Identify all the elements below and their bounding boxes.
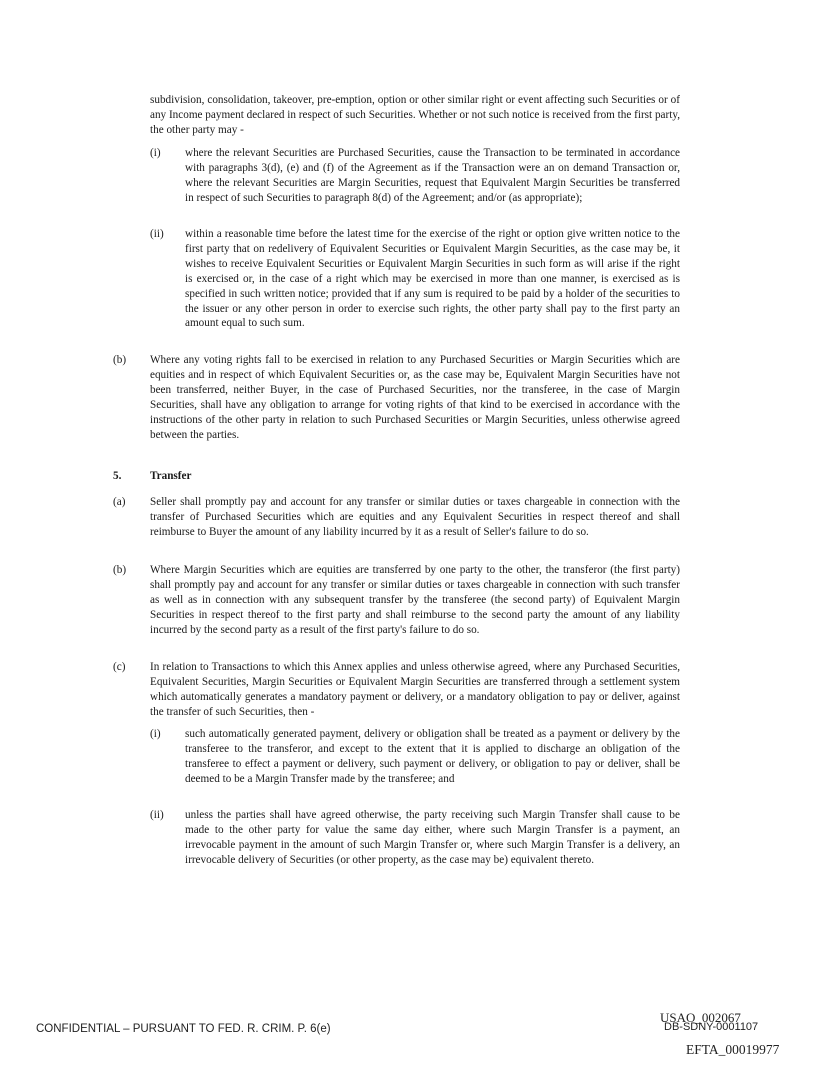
intro-item-ii	[150, 227, 680, 331]
section-title: Transfer	[150, 470, 192, 482]
intro-text: subdivision, consolidation, takeover, pre-emption, option or other similar right or event affecting such Securities or of any Income payment declared in respect of such Securities. Whether or not such notice is received from the first party, the other party may -	[150, 94, 680, 136]
item-text: such automatically generated payment, delivery or obligation shall be treated as a payment or delivery by the transferee to the transferor, and except to the extent that it is applied to discharge an obligation of the transferee to effect a payment or delivery, such payment or delivery, or obligation to pay or deliver, shall be deemed to be a Margin Transfer made by the transferee; and	[185, 728, 680, 785]
paragraph-label: (a)	[113, 496, 126, 508]
section-5-c-i	[150, 727, 680, 787]
section-5-b	[113, 563, 680, 638]
item-text: unless the parties shall have agreed otherwise, the party receiving such Margin Transfer shall cause to be made to the other party for value the same day either, where such Margin Transfer is a payment, an irrevocable payment in the amount of such Margin Transfer or, where such Margin Transfer is a delivery, an irrevocable delivery of Securities (or other property, as the case may be) equivalent thereto.	[185, 809, 680, 866]
paragraph-text: In relation to Transactions to which this Annex applies and unless otherwise agreed, where any Purchased Securities, Equivalent Securities, Margin Securities or Equivalent Margin Securities are transferred through a settlement system which automatically generates a mandatory payment or delivery, or a mandatory obligation to pay or deliver, against the transfer of such Securities, then -	[150, 661, 680, 718]
section-5-c	[113, 660, 680, 720]
confidential-footer: CONFIDENTIAL – PURSUANT TO FED. R. CRIM. P. 6(e)	[36, 1023, 331, 1035]
paragraph-text: Seller shall promptly pay and account for any transfer or similar duties or taxes chargeable in connection with the transfer of Purchased Securities which are equities and any Equivalent Securities in respect thereof and shall reimburse to Buyer the amount of any liability incurred by it as a result of Seller's failure to do so.	[150, 496, 680, 538]
section-5-a	[113, 495, 680, 540]
paragraph-label: (b)	[113, 564, 127, 576]
section-number: 5.	[113, 470, 122, 482]
item-text: within a reasonable time before the latest time for the exercise of the right or option give written notice to the first party that on redelivery of Equivalent Securities or Equivalent Margin Securities, as the case may be, it wishes to receive Equivalent Securities or Equivalent Margin Securities in such form as will arise if the right is exercised or, in the case of a right which may be exercised in more than one manner, is exercised as is specified in such written notice; provided that if any sum is required to be paid by a holder of the securities to the issuer or any other person in order to exercise such rights, the other party shall pay to the first party an amount equal to such sum.	[185, 228, 680, 330]
paragraph-text: Where any voting rights fall to be exercised in relation to any Purchased Securities or Margin Securities which are equities and in respect of which Equivalent Securities or, as the case may be, Equivalent Margin Securities have not been transferred, neither Buyer, in the case of Purchased Securities, nor the transferee, in the case of Margin Securities, shall have any obligation to arrange for voting rights of that kind to be exercised in accordance with the instructions of the other party in relation to such Purchased Securities or Margin Securities, unless otherwise agreed between the parties.	[150, 354, 680, 441]
paragraph-b-voting	[113, 353, 680, 442]
item-label: (ii)	[150, 809, 164, 821]
paragraph-label: (b)	[113, 354, 127, 366]
item-label: (i)	[150, 728, 161, 740]
item-label: (ii)	[150, 228, 164, 240]
intro-paragraph	[150, 93, 680, 138]
efta-stamp: EFTA_00019977	[686, 1042, 780, 1057]
intro-item-i	[150, 146, 680, 206]
paragraph-label: (c)	[113, 661, 126, 673]
item-text: where the relevant Securities are Purchased Securities, cause the Transaction to be terminated in accordance with paragraphs 3(d), (e) and (f) of the Agreement as if the Transaction were an on demand Transaction or, where the relevant Securities are Margin Securities, request that Equivalent Margin Securities be transferred in respect of such Securities to paragraph 8(d) of the Agreement; and/or (as appropriate);	[185, 147, 680, 204]
item-label: (i)	[150, 147, 161, 159]
usao-stamp: USAO_002067	[660, 1010, 741, 1025]
section-5-c-ii	[150, 808, 680, 868]
paragraph-text: Where Margin Securities which are equities are transferred by one party to the other, the transferor (the first party) shall promptly pay and account for any transfer or similar duties or taxes chargeable in connection with such transfer as well as in connection with any subsequent transfer by the transferee (the second party) of Equivalent Margin Securities in respect thereof to the first party and shall reimburse to the second party the amount of any liability incurred by the second party as a result of the first party's failure to do so.	[150, 564, 680, 636]
db-sdny-stamp: DB-SDNY-0001107	[664, 1021, 759, 1033]
